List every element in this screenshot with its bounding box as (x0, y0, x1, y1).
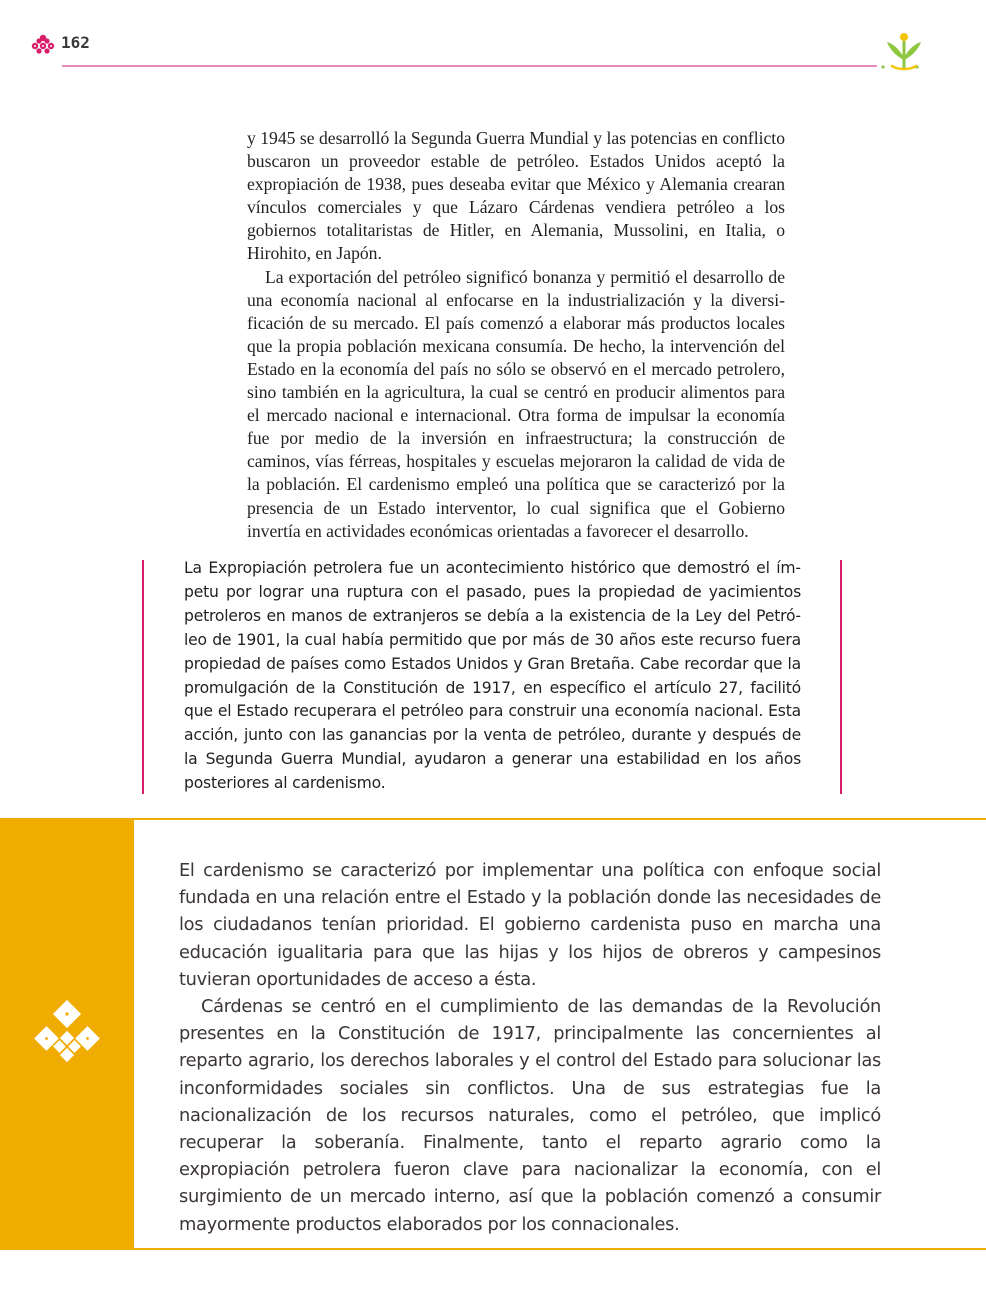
page-number: 162 (61, 33, 90, 52)
note-box (184, 557, 801, 796)
main-text (247, 127, 785, 543)
main-paragraph: La exportación del petróleo significó bonanza y permitió el desarrollo de una economía nacional al enfocarse en la industrialización y la diversificación de su mercado. El país comenzó a elaborar más productos locales que la propia población mexicana consumía. De hecho, la intervención del Estado en la economía del país no sólo se observó en el mercado petrolero, sino también en la agricultura, la cual se centró en producir alimentos para el mercado nacional e internacional. Otra forma de impulsar la economía fue por medio de la inversión en infraestructura; la construcción de caminos, vías férreas, hospitales y escuelas mejoraron la calidad de vida de la población. El cardenismo empleó una política que se caracterizó por la presencia de un Estado interventor, lo cual significa que el Gobierno invertía en actividades económicas orientadas a favorecer el desarrollo. (247, 266, 785, 541)
summary-text (179, 857, 881, 1238)
page-header (0, 0, 986, 80)
summary-paragraph: El cardenismo se caracterizó por implementar una política con enfoque social fundada en una relación entre el Estado y la población donde las necesidades de los ciudadanos tenían prioridad. El gobierno cardenista puso en marcha una educación igualitaria para que las hijas y los hijos de obreros y campesinos tuvieran oportunidades de acceso a ésta. (179, 860, 881, 990)
summary-paragraph: Cárdenas se centró en el cumplimiento de las demandas de la Revolución presentes en la Constitución de 1917, principalmente las concernientes al reparto agrario, los derechos laborales y el control del Estado para solucionar las inconformidades sociales sin conflictos. Una de sus estrategias fue la nacionalización de los recursos naturales, como el petróleo, que implicó recuperar la soberanía. Finalmente, tanto el reparto agrario como la expropiación petrolera fueron clave para nacionalizar la economía, con el surgimiento de un mercado interno, así que la población comenzó a consumir mayormente productos elaborados por los connacionales. (179, 996, 881, 1235)
summary-top-rule (0, 818, 986, 820)
sprout-logo-icon (884, 30, 924, 72)
summary-bottom-rule (0, 1248, 986, 1250)
flower-cluster-icon (30, 33, 56, 55)
header-rule (62, 65, 877, 67)
flower-ornament-icon (33, 1000, 101, 1068)
note-bar-right (840, 560, 842, 794)
note-text: La Expropiación petrolera fue un acontecimiento histórico que demostró el ímpetu por lograr una ruptura con el pasado, pues la propiedad de yacimientos petroleros en manos de extranjeros se debía a la existencia de la Ley del Petróleo de 1901, la cual había permitido que por más de 30 años este recurso fuera propiedad de países como Estados Unidos y Gran Bretaña. Cabe recordar que la promulgación de la Constitución de 1917, en específico el artículo 27, facilitó que el Estado recuperara el petróleo para construir una economía nacional. Esta acción, junto con las ganancias por la venta de petróleo, durante y después de la Segunda Guerra Mundial, ayudaron a generar una estabilidad en los años posteriores al cardenismo. (184, 559, 801, 793)
main-paragraph: y 1945 se desarrolló la Segunda Guerra Mundial y las potencias en conflicto buscaron un proveedor estable de petróleo. Estados Unidos aceptó la expropiación de 1938, pues deseaba evitar que México y Alemania crearan vínculos comerciales y que Lázaro Cárdenas vendiera petróleo a los gobiernos totalitaristas de Hitler, en Alemania, Mussolini, en Italia, o Hirohito, en Japón. (247, 128, 785, 264)
note-bar-left (142, 560, 144, 794)
